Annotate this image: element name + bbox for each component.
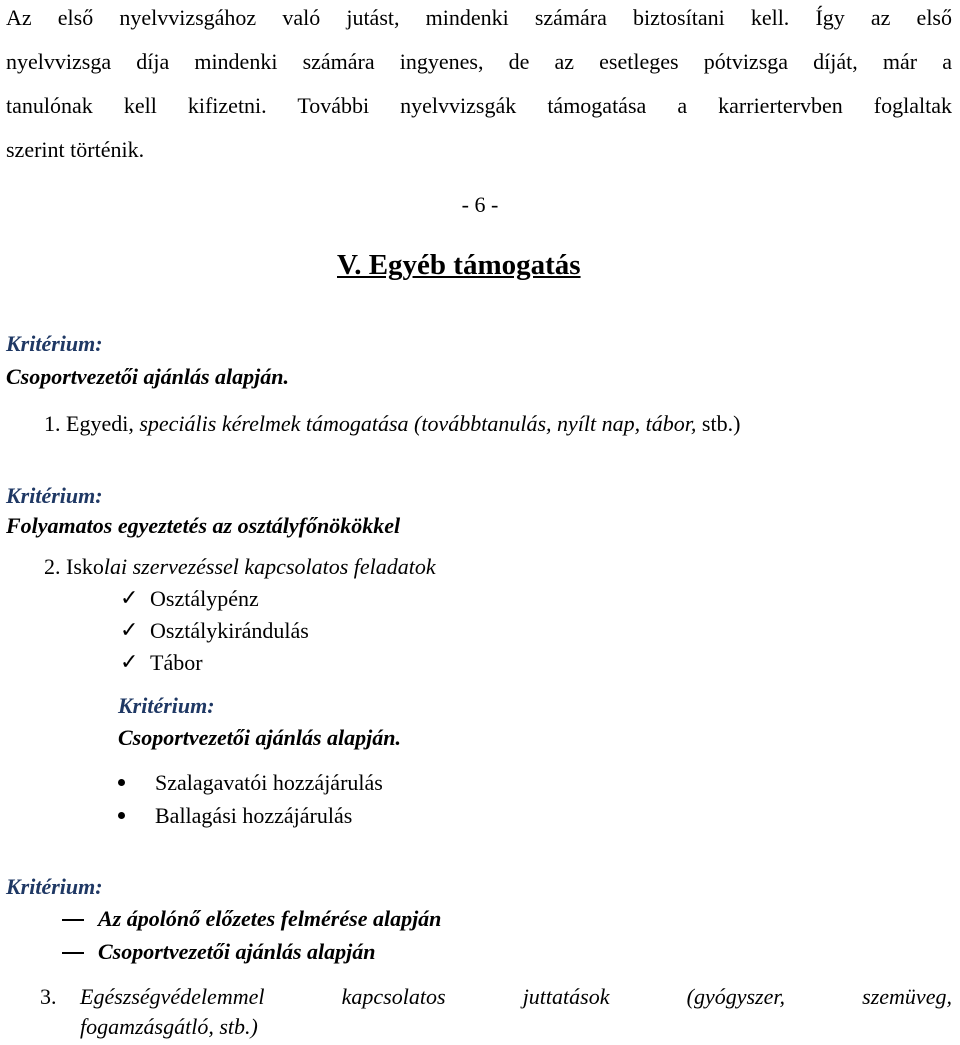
item-3-line-2: fogamzásgátló, stb.)	[80, 1014, 258, 1039]
check-item: Tábor	[150, 650, 203, 675]
check-icon: ✓	[120, 650, 139, 675]
bullet-icon	[118, 812, 125, 819]
item-3-line-1	[80, 983, 952, 1011]
bullet-icon	[118, 779, 125, 786]
section-heading: V. Egyéb támogatás	[337, 249, 581, 281]
item-1-tail: stb.)	[701, 411, 741, 436]
bullet-item: Szalagavatói hozzájárulás	[155, 770, 383, 795]
item-2	[44, 553, 436, 581]
item-3-word: szemüveg,	[862, 984, 952, 1009]
criterion-label-4: Kritérium:	[6, 874, 103, 899]
criterion-label-1: Kritérium:	[6, 331, 103, 356]
item-1	[44, 410, 740, 438]
page-number: - 6 -	[461, 192, 499, 217]
item-3-word: kapcsolatos	[341, 984, 446, 1009]
item-1-number: 1.	[44, 411, 61, 436]
item-2-prefix: Isko	[66, 554, 104, 579]
dash-icon	[62, 919, 84, 921]
check-item: Osztálykirándulás	[150, 618, 309, 643]
check-icon: ✓	[120, 618, 139, 643]
check-item: Osztálypénz	[150, 586, 259, 611]
item-1-word: Egyedi,	[66, 411, 134, 436]
item-3-word: juttatások	[522, 984, 610, 1009]
check-icon: ✓	[120, 586, 139, 611]
dash-item: Csoportvezetői ajánlás alapján	[98, 939, 376, 964]
item-3-number: 3.	[40, 984, 57, 1009]
item-3-word: (gyógyszer,	[686, 984, 785, 1009]
item-1-text: speciális kérelmek támogatása (továbbtanulás, nyílt nap, tábor,	[139, 411, 697, 436]
intro-line-1: Az első nyelvvizsgához való jutást, mindenki számára biztosítani kell. Így az első	[6, 5, 952, 30]
criterion-text-2: Folyamatos egyeztetés az osztályfőnökökkel	[6, 513, 401, 538]
dash-item: Az ápolónő előzetes felmérése alapján	[98, 906, 442, 931]
criterion-label-3: Kritérium:	[118, 693, 215, 718]
intro-line-3: tanulónak kell kifizetni. További nyelvvizsgák támogatása a karriertervben foglaltak	[6, 93, 952, 118]
intro-line-2: nyelvvizsga díja mindenki számára ingyenes, de az esetleges pótvizsga díját, már a	[6, 49, 952, 74]
item-2-number: 2.	[44, 554, 61, 579]
criterion-text-3: Csoportvezetői ajánlás alapján.	[118, 725, 401, 750]
criterion-text-1: Csoportvezetői ajánlás alapján.	[6, 364, 289, 389]
bullet-item: Ballagási hozzájárulás	[155, 803, 353, 828]
item-3-word: Egészségvédelemmel	[80, 984, 265, 1009]
dash-icon	[62, 952, 84, 954]
item-2-text: lai szervezéssel kapcsolatos feladatok	[103, 554, 436, 579]
intro-line-4: szerint történik.	[6, 137, 145, 162]
criterion-label-2: Kritérium:	[6, 483, 103, 508]
